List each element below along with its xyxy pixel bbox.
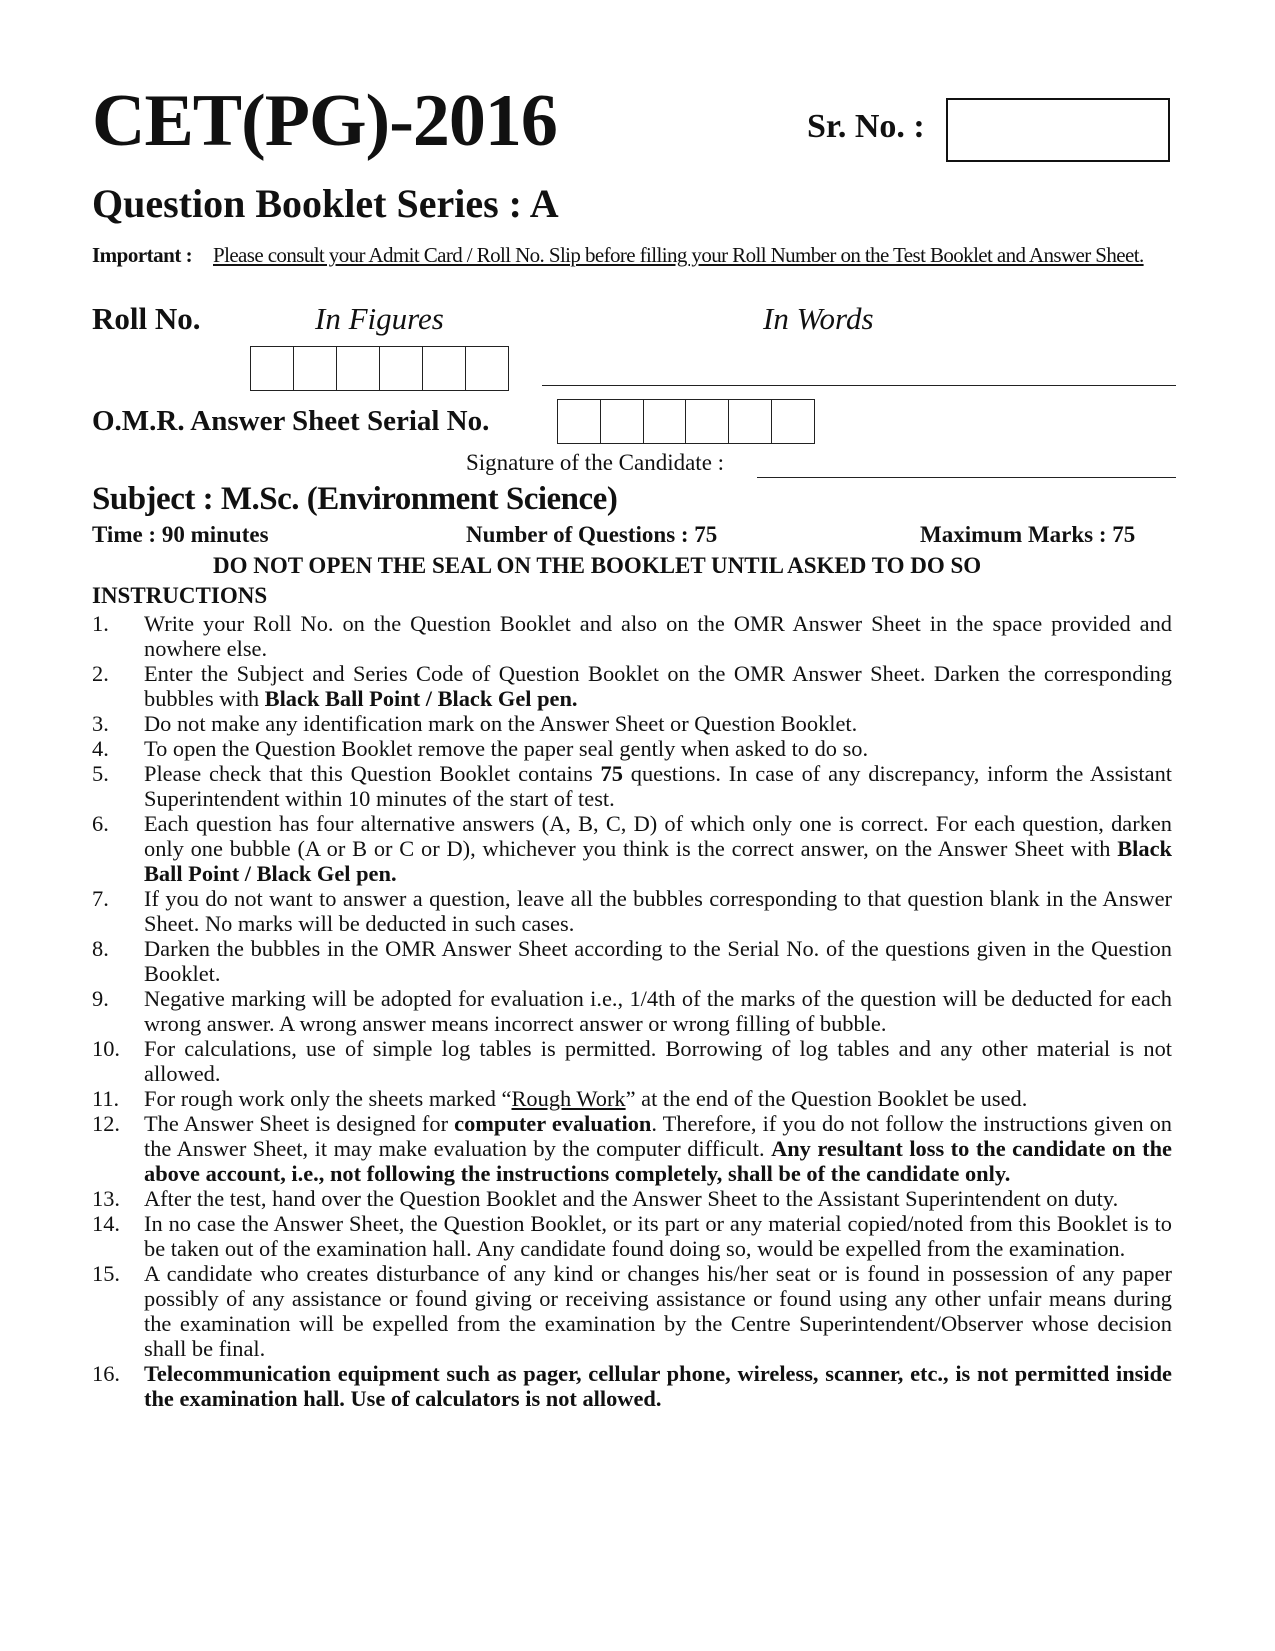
instruction-text-segment: Black Ball Point / Black Gel pen. (144, 836, 1172, 886)
instruction-text-segment: Rough Work (511, 1086, 626, 1111)
instruction-text (144, 736, 868, 761)
instruction-text-segment: Negative marking will be adopted for evaluation i.e., 1/4th of the marks of the question will be deducted for each wrong answer. A wrong answer means incorrect answer or wrong filling of bubble. (144, 986, 1172, 1036)
serial-number-label: Sr. No. : (807, 108, 925, 145)
instruction-item (92, 611, 1172, 661)
important-text: Please consult your Admit Card / Roll No. Slip before filling your Roll Number on the Test Booklet and Answer Sheet. (213, 243, 1144, 267)
instruction-text (144, 986, 1172, 1036)
instruction-text-segment: In no case the Answer Sheet, the Question Booklet, or its part or any material copied/noted from this Booklet is to be taken out of the examination hall. Any candidate found doing so, would be expelled from the examination. (144, 1211, 1172, 1261)
instruction-item (92, 1211, 1172, 1261)
instruction-item (92, 986, 1172, 1036)
instruction-text-segment: 75 (600, 761, 623, 786)
instruction-number: 11. (92, 1086, 120, 1111)
instruction-number: 16. (92, 1361, 120, 1386)
instruction-text-segment: A candidate who creates disturbance of any kind or changes his/her seat or is found in possession of any paper possibly of any assistance or found giving or receiving assistance or found using any other unfair means during the examination will be expelled from the examination by the Centre Superintendent/Observer whose decision shall be final. (144, 1261, 1172, 1361)
instruction-text (144, 711, 857, 736)
instruction-text-segment: ” at the end of the Question Booklet be used. (625, 1086, 1028, 1111)
instruction-item (92, 1111, 1172, 1186)
instruction-number: 7. (92, 886, 109, 911)
important-label: Important : (92, 243, 193, 267)
instruction-number: 10. (92, 1036, 120, 1061)
instruction-text (144, 1036, 1172, 1086)
maximum-marks: Maximum Marks : 75 (920, 522, 1136, 547)
instruction-text-segment: Darken the bubbles in the OMR Answer Sheet according to the Serial No. of the questions given in the Question Booklet. (144, 936, 1172, 986)
signature-line[interactable] (757, 477, 1176, 478)
instruction-text (144, 1261, 1172, 1361)
instruction-item (92, 1086, 1172, 1111)
subject-heading: Subject : M.Sc. (Environment Science) (92, 481, 618, 517)
instruction-item (92, 736, 1172, 761)
instruction-text-segment: . Therefore, if you do not follow the instructions given on the Answer Sheet, it may make evaluation by the computer difficult. (144, 1111, 1172, 1161)
instruction-text-segment: For calculations, use of simple log tables is permitted. Borrowing of log tables and any other material is not allowed. (144, 1036, 1172, 1086)
roll-number-label: Roll No. (92, 301, 201, 336)
instruction-text-segment: Black Ball Point / Black Gel pen. (264, 686, 578, 711)
instruction-text-segment: For rough work only the sheets marked “ (144, 1086, 512, 1111)
instruction-text-segment: The Answer Sheet is designed for (144, 1111, 455, 1136)
instruction-text-segment: Any resultant loss to the candidate on the above account, i.e., not following the instructions completely, shall be of the candidate only. (144, 1136, 1172, 1186)
signature-label: Signature of the Candidate : (466, 450, 725, 475)
instruction-text (144, 1361, 1172, 1411)
roll-digit-box[interactable] (337, 347, 380, 390)
time-limit: Time : 90 minutes (92, 522, 269, 547)
omr-digit-box[interactable] (729, 400, 772, 443)
omr-digit-box[interactable] (601, 400, 644, 443)
instruction-number: 8. (92, 936, 109, 961)
instruction-item (92, 661, 1172, 711)
roll-digit-box[interactable] (380, 347, 423, 390)
instruction-number: 14. (92, 1211, 120, 1236)
omr-serial-boxes[interactable] (557, 399, 815, 444)
instruction-text (144, 811, 1172, 886)
omr-digit-box[interactable] (558, 400, 601, 443)
instruction-item (92, 1036, 1172, 1086)
instruction-text-segment: Please check that this Question Booklet contains (144, 761, 601, 786)
instruction-text (144, 661, 1172, 711)
instruction-text-segment: computer evaluation (454, 1111, 652, 1136)
instruction-text-segment: Each question has four alternative answers (A, B, C, D) of which only one is correct. For each question, darken only one bubble (A or B or C or D), whichever you think is the correct answer, on the Answer Sheet with (144, 811, 1172, 861)
omr-digit-box[interactable] (644, 400, 687, 443)
instruction-text (144, 1111, 1172, 1186)
instructions-heading: INSTRUCTIONS (92, 583, 268, 608)
roll-digit-box[interactable] (466, 347, 508, 390)
instruction-number: 4. (92, 736, 109, 761)
instructions-list (92, 611, 1172, 1411)
roll-number-figures-boxes[interactable] (250, 346, 509, 391)
instruction-number: 2. (92, 661, 109, 686)
number-of-questions: Number of Questions : 75 (466, 522, 718, 547)
instruction-text-segment: Telecommunication equipment such as pager, cellular phone, wireless, scanner, etc., is not permitted inside the examination hall. Use of calculators is not allowed. (144, 1361, 1172, 1411)
instruction-text-segment: After the test, hand over the Question Booklet and the Answer Sheet to the Assistant Superintendent on duty. (144, 1186, 1119, 1211)
seal-warning: DO NOT OPEN THE SEAL ON THE BOOKLET UNTIL ASKED TO DO SO (213, 553, 982, 578)
instruction-item (92, 1261, 1172, 1361)
instruction-number: 15. (92, 1261, 120, 1286)
instruction-text (144, 761, 1172, 811)
exam-title: CET(PG)-2016 (92, 80, 557, 162)
instruction-text-segment: Do not make any identification mark on the Answer Sheet or Question Booklet. (144, 711, 858, 736)
booklet-series: Question Booklet Series : A (92, 181, 559, 226)
instruction-number: 12. (92, 1111, 120, 1136)
in-figures-label: In Figures (315, 301, 444, 336)
instruction-text-segment: To open the Question Booklet remove the paper seal gently when asked to do so. (144, 736, 869, 761)
instruction-text (144, 1086, 1027, 1111)
roll-digit-box[interactable] (251, 347, 294, 390)
instruction-text (144, 936, 1172, 986)
roll-digit-box[interactable] (423, 347, 466, 390)
roll-digit-box[interactable] (294, 347, 337, 390)
instruction-item (92, 811, 1172, 886)
instruction-text (144, 611, 1172, 661)
instruction-item (92, 1186, 1172, 1211)
instruction-text (144, 886, 1172, 936)
instruction-text-segment: If you do not want to answer a question, leave all the bubbles corresponding to that question blank in the Answer Sheet. No marks will be deducted in such cases. (144, 886, 1172, 936)
instruction-text (144, 1211, 1172, 1261)
instruction-number: 6. (92, 811, 109, 836)
omr-digit-box[interactable] (686, 400, 729, 443)
instruction-item (92, 1361, 1172, 1411)
in-words-label: In Words (763, 301, 874, 336)
roll-number-words-line[interactable] (542, 385, 1176, 386)
instruction-number: 13. (92, 1186, 120, 1211)
instruction-item (92, 761, 1172, 811)
instruction-text (144, 1186, 1118, 1211)
instruction-number: 1. (92, 611, 109, 636)
instruction-text-segment: questions. In case of any discrepancy, inform the Assistant Superintendent within 10 minutes of the start of test. (144, 761, 1172, 811)
instruction-text-segment: Write your Roll No. on the Question Booklet and also on the OMR Answer Sheet in the space provided and nowhere else. (144, 611, 1172, 661)
instruction-item (92, 711, 1172, 736)
instruction-item (92, 886, 1172, 936)
instruction-item (92, 936, 1172, 986)
instruction-number: 5. (92, 761, 109, 786)
instruction-text-segment: Enter the Subject and Series Code of Question Booklet on the OMR Answer Sheet. Darken the corresponding bubbles with (144, 661, 1172, 711)
omr-digit-box[interactable] (772, 400, 814, 443)
omr-serial-label: O.M.R. Answer Sheet Serial No. (92, 405, 490, 437)
instruction-number: 9. (92, 986, 109, 1011)
serial-number-box[interactable] (946, 98, 1170, 162)
instruction-number: 3. (92, 711, 109, 736)
